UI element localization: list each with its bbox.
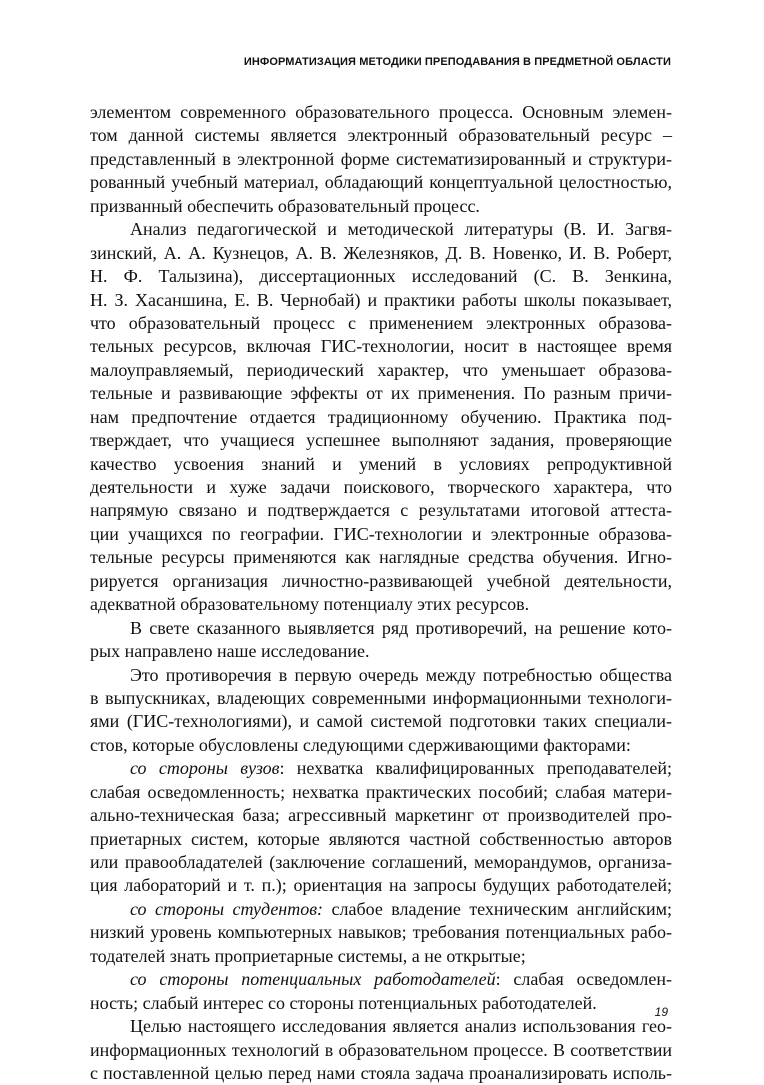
body-text — [90, 101, 672, 1085]
text-line: низкий уровень компьютерных навыков; требования потенциальных рабо- — [90, 922, 672, 943]
text-line: малоуправляемый, периодический характер, что уменьшает образова- — [90, 359, 672, 380]
text-line: В свете сказанного выявляется ряд противоречий, на решение кото- — [130, 617, 672, 638]
text-line: зинский, А. А. Кузнецов, А. В. Железняков, Д. В. Новенко, И. В. Роберт, — [90, 242, 672, 263]
text-line: Это противоречия в первую очередь между потребностью общества — [130, 664, 672, 685]
text-line: деятельности и хуже задачи поискового, творческого характера, что — [90, 477, 672, 497]
text-line: ями (ГИС-технологиями), и самой системой подготовки таких специали- — [90, 711, 672, 732]
text-line: ность; слабый интерес со стороны потенциальных работодателей. — [90, 992, 597, 1013]
text-line: тельных ресурсов, включая ГИС-технологии, носит в настоящее время — [90, 336, 672, 357]
text-line: в выпускниках, владеющих современными информационными технологи- — [90, 687, 672, 708]
text-line: качество усвоения знаний и умений в условиях репродуктивной — [90, 453, 672, 474]
text-line: тверждает, что учащиеся успешнее выполняют задания, проверяющие — [90, 430, 672, 451]
text-line: приетарных систем, которые являются частной собственностью авторов — [90, 828, 672, 849]
text-line: рых направлено наше исследование. — [90, 641, 370, 662]
running-header: ИНФОРМАТИЗАЦИЯ МЕТОДИКИ ПРЕПОДАВАНИЯ В ПРЕДМЕТНОЙ ОБЛАСТИ — [243, 56, 671, 68]
text-line: тельные и развивающие эффекты от их применения. По разным причи- — [90, 383, 672, 404]
text-line: Н. Ф. Талызина), диссертационных исследований (С. В. Зенкина, — [90, 266, 672, 287]
text-line-students: со стороны студентов: слабое владение техническим английским; — [130, 898, 672, 919]
text-line: стов, которые обусловлены следующими сдерживающими факторами: — [90, 734, 631, 755]
text-line: элементом современного образовательного процесса. Основным элемен- — [90, 102, 672, 122]
text-line: или правообладателей (заключение соглашений, меморандумов, организа- — [90, 852, 672, 872]
text-line: что образовательный процесс с применением электронных образова- — [90, 312, 672, 333]
text-line: представленный в электронной форме систематизированный и структури- — [90, 148, 672, 169]
text-line: ально-техническая база; агрессивный маркетинг от производителей про- — [90, 805, 672, 826]
text-line: напрямую связано и подтверждается с результатами итоговой аттеста- — [90, 500, 672, 521]
text-line: ция лабораторий и т. п.); ориентация на запросы будущих работодателей; — [90, 875, 672, 896]
text-line: ции учащихся по географии. ГИС-технологии и электронные образова- — [90, 523, 672, 544]
text-line: с поставленной целью перед нами стояла задача проанализировать исполь- — [90, 1062, 672, 1083]
employers-label: со стороны потенциальных работодателей — [130, 969, 496, 990]
text-line: Анализ педагогической и методической литературы (В. И. Загвя- — [130, 219, 672, 240]
text-line: том данной системы является электронный образовательный ресурс – — [90, 125, 672, 146]
text-line: адекватной образовательному потенциалу этих ресурсов. — [90, 594, 530, 615]
text-line: Целью настоящего исследования является анализ использования гео- — [130, 1016, 672, 1037]
text-line: рируется организация личностно-развивающей учебной деятельности, — [90, 570, 672, 591]
text-line: тельные ресурсы применяются как наглядные средства обучения. Игно- — [90, 547, 672, 568]
text-line: нам предпочтение отдается традиционному обучению. Практика под- — [90, 406, 672, 427]
universities-label: со стороны вузов — [130, 758, 280, 779]
text-line-universities: со стороны вузов: нехватка квалифицированных преподавателей; — [130, 758, 672, 779]
students-label: со стороны студентов: — [130, 898, 324, 919]
text-line: Н. З. Хасаншина, Е. В. Чернобай) и практики работы школы показывает, — [90, 289, 672, 310]
text-line-employers: со стороны потенциальных работодателей: слабая осведомлен- — [130, 969, 672, 990]
text-line: рованный учебный материал, обладающий концептуальной целостностью, — [90, 172, 672, 193]
text-line: тодателей знать проприетарные системы, а не открытые; — [90, 945, 526, 966]
page-number: 19 — [654, 1005, 668, 1019]
text-line: призванный обеспечить образовательный процесс. — [90, 195, 480, 216]
text-line: информационных технологий в образовательном процессе. В соответствии — [90, 1039, 672, 1060]
text-line: слабая осведомленность; нехватка практических пособий; слабая матери- — [90, 781, 672, 802]
